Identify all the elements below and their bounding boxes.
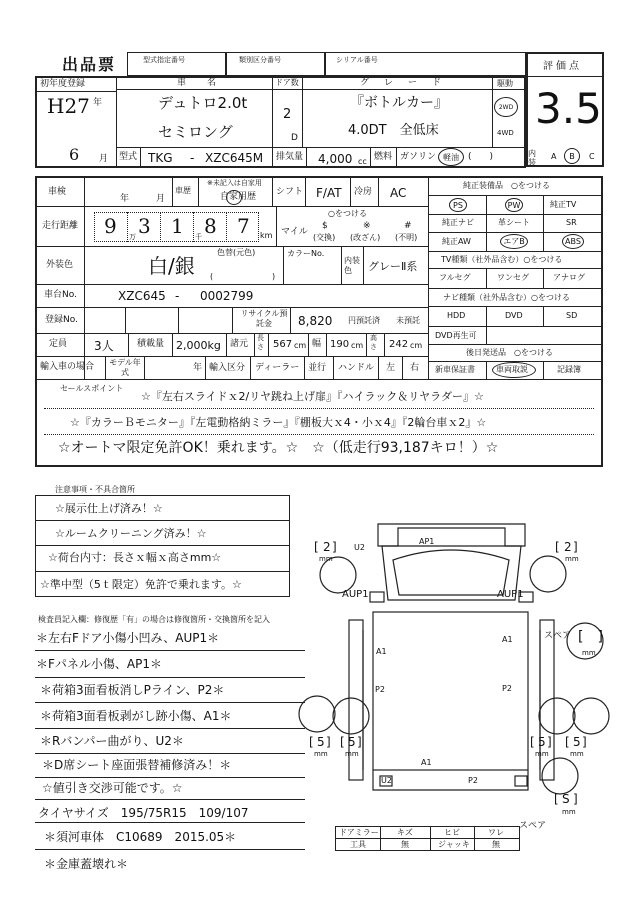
- shaken-label: 車検: [48, 187, 67, 197]
- exterior-value: 白/銀: [148, 254, 195, 278]
- displacement-value: 4,000: [318, 152, 353, 166]
- damage-item-10: ＊金庫蓋壊れ＊: [44, 857, 129, 871]
- car-name: デュトロ2.0t: [158, 94, 248, 112]
- note-item-3: ☆荷台内寸：長さｘ幅ｘ高さmm☆: [48, 551, 222, 564]
- note-item-1: ☆展示仕上げ済み！☆: [55, 502, 163, 515]
- drive-2wd-circled: 2WD: [494, 97, 518, 117]
- width-value: 190: [330, 339, 350, 350]
- mileage-digit-5: 7: [237, 214, 250, 238]
- usage-note: ※未記入は自家用: [207, 179, 262, 187]
- diagram-label-aup1-right: AUP1: [497, 589, 524, 600]
- tread-rear-left-1: 5: [317, 735, 325, 749]
- equip-airbag-circled: エアB: [500, 234, 528, 249]
- mileage-digit-1: 9: [104, 214, 117, 238]
- diagram-label-u2-top: U2: [354, 543, 365, 552]
- sales-line-2: ☆『カラーＢモニター』『左電動格納ミラー』『棚板大ｘ4・小ｘ4』『2輪台車ｘ2』☆: [70, 416, 487, 429]
- mileage-digit-3: 1: [171, 214, 184, 238]
- model-code-label: 型式指定番号: [143, 56, 185, 64]
- diagram-label-u2-bottom: U2: [381, 776, 392, 785]
- note-item-2: ☆ルームクリーニング済み！☆: [55, 527, 207, 540]
- mileage-label: 走行距離: [42, 221, 79, 231]
- type-code: XZC645M: [205, 151, 264, 165]
- usage-value: 自家用歴: [220, 192, 257, 202]
- type-label: 型式: [119, 152, 138, 162]
- equipment-title: 純正装備品 ○をつける: [463, 181, 550, 190]
- rating-score: 3.5: [535, 84, 602, 133]
- notes-label: 注意事項・不具合箇所: [55, 485, 135, 494]
- height-value: 242: [389, 339, 409, 350]
- load-value: 2,000kg: [176, 339, 221, 352]
- diagram-label-ap1-top: AP1: [419, 537, 435, 546]
- serial-label: シリアル番号: [336, 56, 378, 64]
- drive-label: 駆動: [497, 79, 513, 88]
- displacement-label: 排気量: [276, 152, 304, 162]
- car-subname: セミロング: [158, 123, 233, 141]
- diagram-label-a1-left: A1: [376, 647, 387, 656]
- door-count: 2: [283, 107, 292, 122]
- tread-spare: S: [562, 792, 570, 806]
- fuel-label: 燃料: [374, 152, 393, 162]
- reg-month: 6: [69, 145, 80, 164]
- damage-item-1: ＊左右Fドア小傷小凹み、AUP1＊: [36, 631, 220, 645]
- note-item-4: ☆準中型（5ｔ限定）免許で乗れます。☆: [40, 578, 242, 591]
- recycle-label: リサイクル預託金: [240, 309, 288, 328]
- chassis-prefix: XZC645: [118, 289, 166, 303]
- sales-line-1: ☆『左右スライドｘ2/リヤ跳ね上げ扉』『ハイラック＆リヤラダー』☆: [141, 390, 484, 403]
- damage-item-2: ＊Fパネル小傷、AP1＊: [36, 657, 162, 671]
- inner-b-circled: B: [564, 148, 580, 164]
- fuel-diesel-circled: 軽油: [438, 148, 464, 166]
- navi-title: ナビ種類（社外品含む）○をつける: [443, 293, 570, 302]
- damage-item-9: ＊須河車体 C10689 2015.05＊: [44, 830, 237, 844]
- mile-label: マイル: [281, 227, 308, 237]
- tv-title: TV種類（社外品含む）○をつける: [441, 255, 563, 264]
- drive-4wd: 4WD: [497, 129, 514, 137]
- length-value: 567: [273, 339, 293, 350]
- mileage-digit-4: 8: [204, 214, 217, 238]
- equip-ps-circled: PS: [449, 198, 467, 212]
- first-reg-label: 初年度登録: [40, 79, 86, 89]
- type-prefix: TKG: [148, 151, 173, 165]
- door-label: ドア数: [275, 78, 299, 87]
- diagram-label-a1-right: A1: [502, 635, 513, 644]
- color-no-label: カラーNo.: [287, 249, 325, 258]
- interior-color-value: グレーⅡ系: [368, 260, 418, 273]
- damage-item-5: ＊Rバンパー曲がり、U2＊: [40, 734, 184, 748]
- grade-line1: 『ボトルカー』: [350, 95, 448, 111]
- ac-value: AC: [390, 186, 407, 200]
- reg-year: H27: [47, 94, 90, 118]
- rating-label: 評価点: [543, 61, 582, 72]
- exterior-label: 外装色: [46, 260, 74, 270]
- equip-pw-circled: PW: [505, 198, 523, 212]
- grade-line2: 4.0DT 全低床: [348, 123, 439, 138]
- class-code-label: 類別区分番号: [239, 56, 281, 64]
- chassis-number: 0002799: [200, 289, 254, 303]
- fuel-gasoline: ガソリン: [400, 152, 437, 162]
- damage-item-7: ☆値引き交渉可能です。☆: [42, 781, 183, 795]
- reg-no-label: 登録No.: [45, 315, 78, 325]
- sales-label: セールスポイント: [60, 384, 124, 393]
- capacity-value: 3人: [94, 339, 114, 353]
- form-title: 出品票: [62, 55, 117, 74]
- car-name-label: 車 名: [177, 78, 223, 88]
- diagram-label-p2-right: P2: [502, 684, 512, 693]
- sales-line-3: ☆オートマ限定免許OK！乗れます。☆ ☆（低走行93,187キロ！）☆: [58, 440, 499, 456]
- damage-item-8: タイヤサイズ 195/75R15 109/107: [38, 806, 249, 820]
- equip-abs-circled: ABS: [562, 234, 584, 249]
- diagram-label-p2-left: P2: [375, 685, 385, 694]
- inner-label: 内装: [528, 149, 536, 167]
- import-label: 輸入車の場合: [40, 362, 95, 372]
- spare-label-bottom: スペア: [519, 821, 547, 831]
- shift-label: シフト: [276, 187, 304, 197]
- shift-value: F/AT: [316, 186, 342, 200]
- circle-note: ○をつける: [328, 209, 367, 218]
- tread-rear-right-2: 5: [573, 735, 581, 749]
- ac-label: 冷房: [354, 187, 373, 197]
- mileage-digit-2: 3: [138, 214, 151, 238]
- damage-item-3: ＊荷箱3面看板消しPライン、P2＊: [40, 683, 225, 697]
- tread-rear-right-1: 5: [538, 735, 546, 749]
- chassis-label: 車台No.: [44, 290, 77, 300]
- spare-label-top: スペア: [544, 631, 572, 641]
- usage-label: 車歴: [175, 186, 191, 195]
- tread-front-right: 2: [564, 540, 572, 554]
- tread-front-left: 2: [323, 540, 331, 554]
- recycle-value: 8,820: [298, 314, 333, 328]
- docs-title: 後日発送品 ○をつける: [466, 348, 553, 357]
- grade-label: グ レ ー ド: [360, 78, 445, 88]
- damage-item-6: ＊D席シート座面張替補修済み！＊: [42, 758, 232, 772]
- tread-rear-left-2: 5: [348, 735, 356, 749]
- diagram-label-aup1-left: AUP1: [342, 589, 369, 600]
- diagram-label-a1-bottom: A1: [421, 758, 432, 767]
- diagram-label-p2-bottom: P2: [468, 776, 478, 785]
- damage-label: 検査員記入欄：修復歴「有」の場合は修復箇所・交換箇所を記入: [38, 615, 270, 624]
- interior-color-label: 内装色: [344, 256, 360, 275]
- capacity-label: 定員: [49, 339, 68, 349]
- damage-item-4: ＊荷箱3面看板剥がし跡小傷、A1＊: [40, 709, 232, 723]
